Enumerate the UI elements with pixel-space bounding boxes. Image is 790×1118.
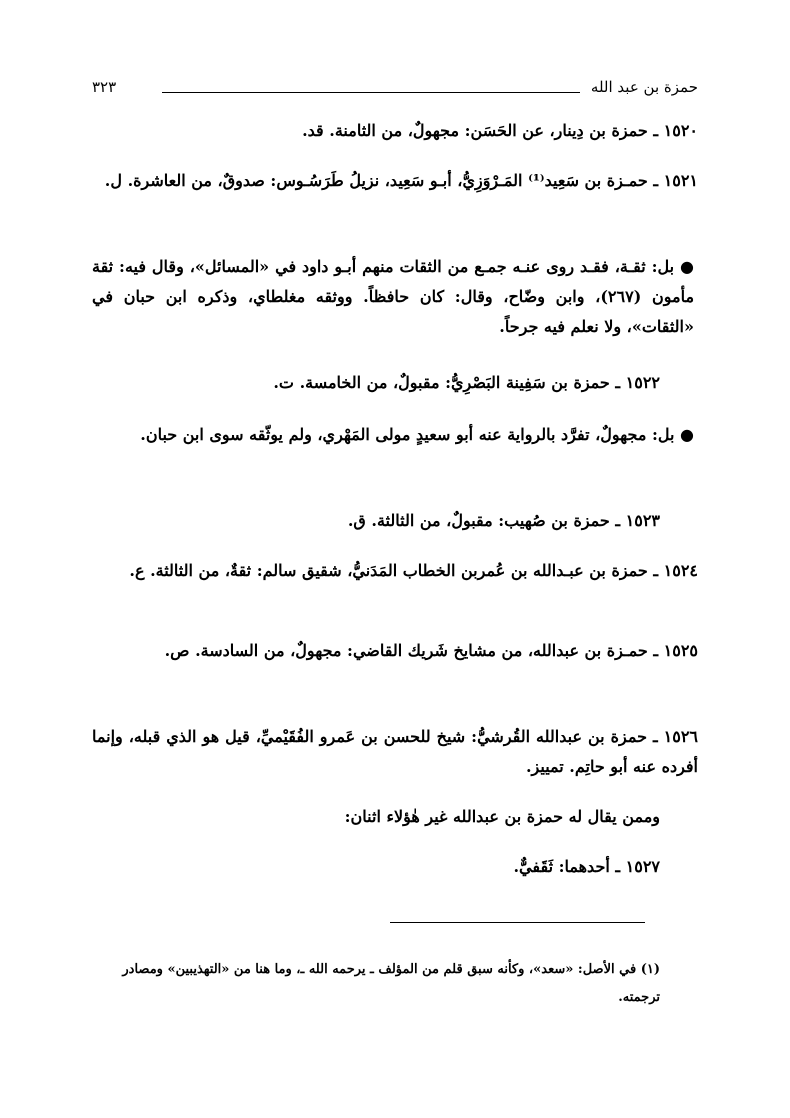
page-number: ٣٢٣ xyxy=(92,78,117,96)
entry-1522: ١٥٢٢ ـ حمزة بن سَفِينة البَصْرِيُّ: مقبولٌ، من الخامسة. ت. xyxy=(273,373,660,392)
entry-1521: ١٥٢١ ـ حمـزة بن سَعِيد⁽¹⁾ المَـرْوَزِيُّ، أبـو سَعِيد، نزيلُ طَرَسُـوس: صدوقٌ، من العاشرة. ل. xyxy=(104,171,698,190)
entry-1520: ١٥٢٠ ـ حمزة بن دِينار، عن الحَسَن: مجهولٌ، من الثامنة. قد. xyxy=(302,121,698,140)
transition-note: وممن يقال له حمزة بن عبدالله غير هٰؤلاء اثنان: xyxy=(344,807,660,826)
entry-1526: ١٥٢٦ ـ حمزة بن عبدالله القُرشيُّ: شيخ للحسن بن عَمرو الفُقَيْميِّ، قيل هو الذي قبله، وإنما أفرده عنه أبو حاتِم. تمييز. xyxy=(92,727,698,776)
footnote: (١) في الأصل: «سعد»، وكأنه سبق قلم من المؤلف ـ يرحمه الله ـ، وما هنا من «التهذيبين» ومصادر ترجمته. xyxy=(122,962,660,1005)
entry-1521-comment: ● بل: ثقـة، فقـد روى عنـه جمـع من الثقات منهم أبـو داود في «المسائل»، وقال فيه: ثقة مأمون (٢٦٧)، وابن وضّاح، وقال: كان حافظاً. ووثقه مغلطاي، وذكره ابن حبان في «الثقات»، ولا نعلم فيه جرحاً. xyxy=(92,257,695,336)
header-rule xyxy=(162,92,580,93)
entry-1525: ١٥٢٥ ـ حمـزة بن عبدالله، من مشايخ شَريك القاضي: مجهولٌ، من السادسة. ص. xyxy=(164,641,698,660)
header-title: حمزة بن عبد الله xyxy=(590,78,698,96)
entry-1527: ١٥٢٧ ـ أحدهما: ثَقَفيٌّ. xyxy=(513,857,660,876)
running-header xyxy=(92,78,698,102)
entry-1524: ١٥٢٤ ـ حمزة بن عبـدالله بن عُمربن الخطاب المَدَنيُّ، شقيق سالم: ثقةٌ، من الثالثة. ع. xyxy=(129,561,698,580)
entry-1522-comment: ● بل: مجهولٌ، تفرَّد بالرواية عنه أبو سعيدٍ مولى المَهْري، ولم يوثّقه سوى ابن حبان. xyxy=(140,425,694,444)
entry-1523: ١٥٢٣ ـ حمزة بن صُهيب: مقبولٌ، من الثالثة. ق. xyxy=(347,511,660,530)
footnote-separator xyxy=(390,922,645,923)
